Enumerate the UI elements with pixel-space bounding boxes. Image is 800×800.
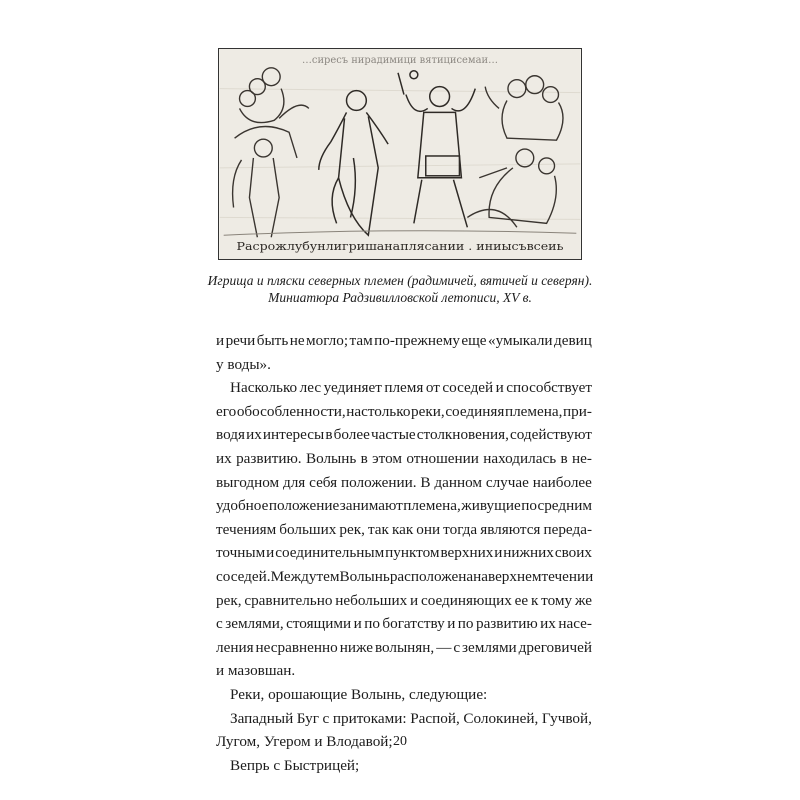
text-line: и речи быть не могло; там по-прежнему еще «умыкали девиц [216, 332, 592, 349]
text-line: ления несравненно ниже волынян, — с землями дреговичей [216, 638, 592, 656]
text-line: удобное положение занимают племена, живущие по средним [216, 497, 592, 515]
manuscript-miniature [218, 48, 582, 260]
caption-line: Игрища и пляски северных племен (радимичей, вятичей и северян). [207, 273, 593, 288]
text-line: водя их интересы в более частые столкновения, содействуют [216, 426, 592, 444]
text-line: выгодном для себя положении. В данном случае наиболее [216, 473, 592, 491]
caption-line: Миниатюра Радзивилловской летописи, XV в. [268, 290, 532, 305]
miniature-drawing [219, 49, 581, 259]
top-inscription: …сиресъ нирадимици вятицисемаи… [302, 54, 498, 66]
text-line: их развитию. Волынь в этом отношении находилась в не- [216, 449, 592, 467]
text-line: точным и соединительным пунктом верхних и нижних своих [216, 544, 592, 562]
bottom-inscription: Расрожлубунлигришанаплясании . иниысъвсеиь [236, 240, 564, 254]
text-line: Вепрь с Быстрицей; [230, 756, 360, 774]
body-text [216, 329, 592, 777]
text-line: Лугом, Угером и Влодавой; [216, 733, 393, 751]
text-line: у воды». [216, 355, 271, 373]
text-line: рек, сравнительно небольших и соединяющих ее к тому же [216, 591, 592, 609]
text-line: и мазовшан. [216, 662, 296, 680]
text-line: соседей. Между тем Волынь расположена на верхнем течении [216, 567, 594, 585]
text-line: с землями, стоящими и по богатству и по развитию их насе- [216, 615, 592, 633]
page-number: 20 [393, 734, 407, 749]
text-line: течениям больших рек, так как они тогда являются переда- [216, 520, 592, 538]
figure-caption [190, 272, 610, 306]
text-line: Реки, орошающие Волынь, следующие: [230, 685, 488, 703]
text-line: Западный Буг с притоками: Распой, Солокиней, Гучвой, [230, 709, 592, 727]
text-line: его обособленности, настолько реки, соединяя племена, при- [216, 402, 592, 420]
text-line: Насколько лес уединяет племя от соседей и способствует [230, 379, 592, 397]
